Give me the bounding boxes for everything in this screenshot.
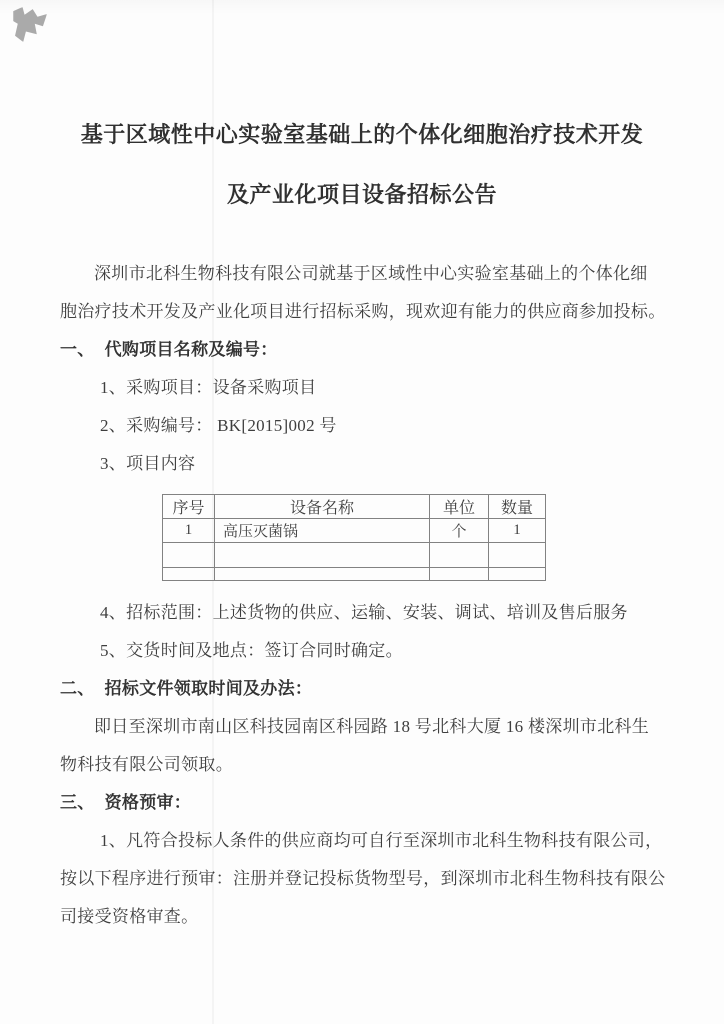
section1-item1: 1、采购项目：设备采购项目 — [100, 377, 317, 397]
section1-number: 一、 — [60, 339, 95, 359]
table-row — [163, 568, 546, 581]
equipment-table-header-row — [163, 495, 546, 519]
table-header-cell: 设备名称 — [215, 495, 430, 519]
section3-heading-text: 资格预审： — [104, 792, 192, 812]
table-header-cell: 数量 — [489, 495, 546, 519]
section3-heading — [60, 781, 668, 819]
intro-line-2: 胞治疗技术开发及产业化项目进行招标采购，现欢迎有能力的供应商参加投标。 — [60, 301, 666, 321]
table-cell — [489, 568, 546, 581]
table-header-cell: 序号 — [163, 495, 215, 519]
section3-body-line3: 司接受资格审查。 — [60, 906, 199, 926]
section1-heading — [60, 328, 668, 366]
section2-heading — [60, 667, 668, 705]
scan-artifact-mark — [13, 7, 47, 42]
document-body — [60, 252, 668, 933]
table-row — [163, 519, 546, 543]
table-row — [163, 543, 546, 568]
table-header-cell: 单位 — [430, 495, 489, 519]
table-cell — [215, 543, 430, 568]
intro-line-1: 深圳市北科生物科技有限公司就基于区域性中心实验室基础上的个体化细 — [94, 263, 648, 283]
section3-number: 三、 — [60, 792, 95, 812]
section1-item3: 3、项目内容 — [100, 453, 196, 473]
document-title-line1: 基于区域性中心实验室基础上的个体化细胞治疗技术开发 — [80, 122, 644, 147]
table-cell: 个 — [430, 519, 489, 543]
section1-item4: 4、招标范围：上述货物的供应、运输、安装、调试、培训及售后服务 — [100, 602, 628, 622]
table-cell — [163, 543, 215, 568]
table-cell — [215, 568, 430, 581]
section3-body-line2: 按以下程序进行预审：注册并登记投标货物型号，到深圳市北科生物科技有限公 — [60, 868, 666, 888]
section2-number: 二、 — [60, 678, 95, 698]
table-cell — [489, 543, 546, 568]
section1-item2: 2、采购编号： BK[2015]002 号 — [100, 415, 337, 435]
table-cell — [163, 568, 215, 581]
section2-heading-text: 招标文件领取时间及办法： — [104, 678, 313, 698]
section1-heading-text: 代购项目名称及编号： — [104, 339, 278, 359]
document-title-line2: 及产业化项目设备招标公告 — [226, 182, 497, 207]
table-cell — [430, 568, 489, 581]
table-cell — [430, 543, 489, 568]
equipment-table — [162, 494, 546, 581]
table-cell: 1 — [489, 519, 546, 543]
section1-item5: 5、交货时间及地点：签订合同时确定。 — [100, 640, 403, 660]
section2-body-line1: 即日至深圳市南山区科技园南区科园路 18 号北科大厦 16 楼深圳市北科生 — [94, 716, 650, 736]
section3-body-line1: 1、凡符合投标人条件的供应商均可自行至深圳市北科生物科技有限公司， — [100, 830, 663, 850]
table-cell: 高压灭菌锅 — [215, 519, 430, 543]
table-cell: 1 — [163, 519, 215, 543]
section2-body-line2: 物科技有限公司领取。 — [60, 754, 233, 774]
